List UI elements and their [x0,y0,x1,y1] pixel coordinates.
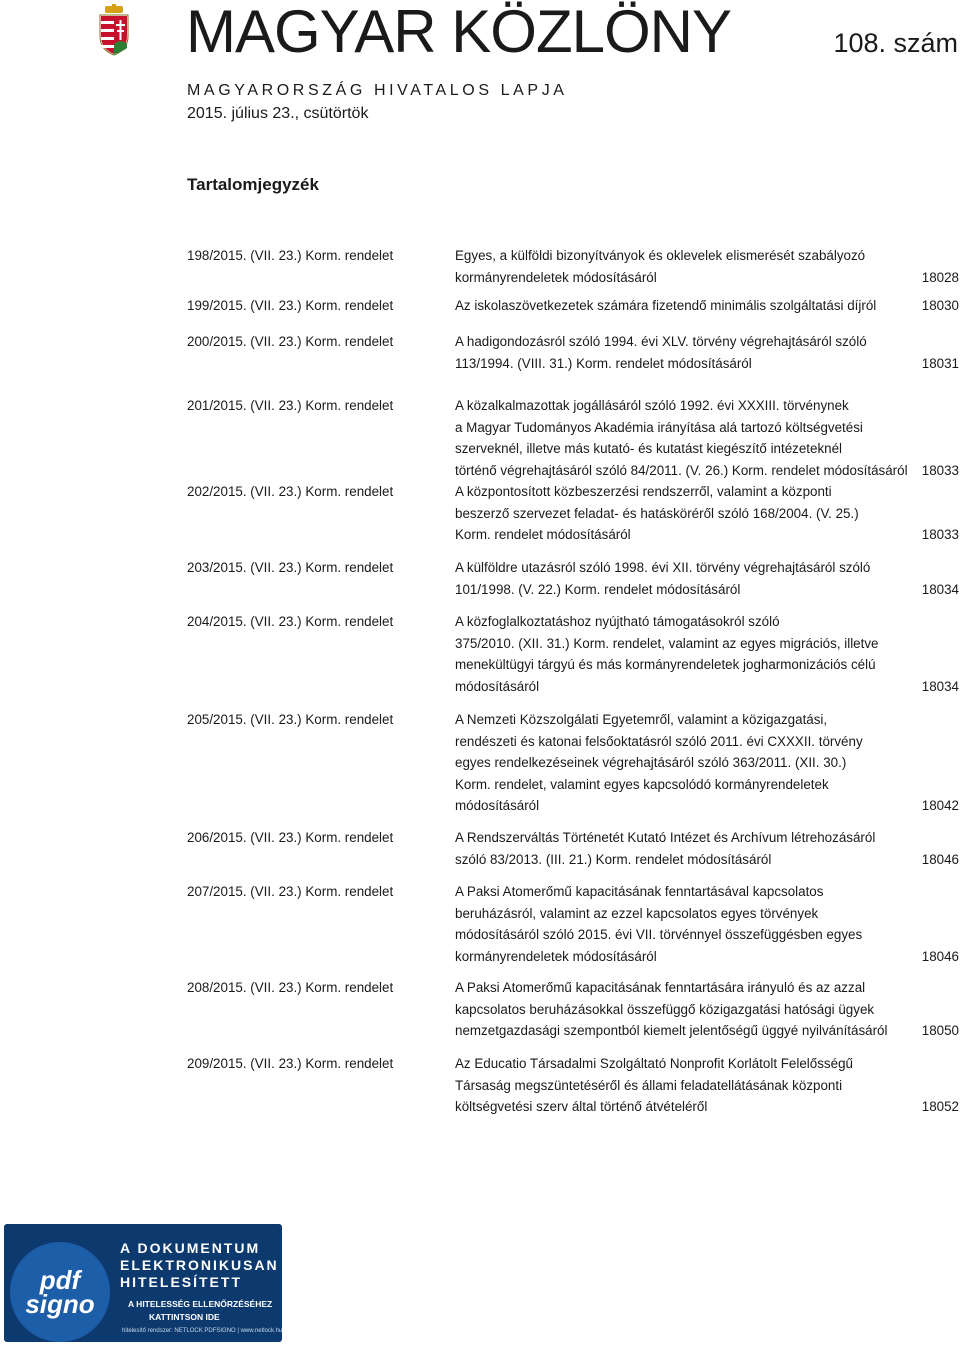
toc-entry-title-line: A Nemzeti Közszolgálati Egyetemről, valamint a közigazgatási, [455,712,828,727]
toc-entry-page: 18052 [921,1099,959,1114]
toc-entry-title [455,881,895,967]
toc-entry-title-line: kapcsolatos beruházásokkal összefüggő közigazgatási hatósági ügyek [455,1001,875,1017]
toc-entry-number: 203/2015. (VII. 23.) Korm. rendelet [187,560,394,575]
toc-entry-title-line: kormányrendeletek módosításáról [455,269,657,285]
toc-entry[interactable] [187,295,959,317]
toc-entry-title-line: költségvetési szerv által történő átvételéről [455,1099,708,1114]
toc-entry-title [455,709,895,817]
toc-entry-title-line: Korm. rendelet módosításáról [455,527,631,542]
toc-entry-page: 18050 [921,1023,959,1038]
toc-entry-title-line: rendészeti és katonai felsőoktatásról szóló 2011. évi CXXXII. törvény [455,733,863,749]
issue-date: 2015. július 23., csütörtök [187,105,369,122]
toc-entry-page: 18033 [921,527,959,542]
toc-entry-title-line: egyes rendelkezéseinek végrehajtásáról szóló 363/2011. (XII. 30.) [455,755,847,770]
toc-entry[interactable] [187,611,959,697]
toc-entry-number: 208/2015. (VII. 23.) Korm. rendelet [187,980,394,995]
journal-title: MAGYAR KÖZLÖNY [186,0,731,65]
toc-entry-title-line: Társaság megszüntetéséről és állami feladatellátásának központi [455,1077,843,1093]
toc-entry-title-line: beszerző szervezet feladat- és hatásköréről szóló 168/2004. (V. 25.) [455,505,859,521]
toc-entry-title [455,295,895,317]
toc-entry[interactable] [187,881,959,967]
toc-entry-title-line: A közalkalmazottak jogállásáról szóló 1992. évi XXXIII. törvénynek [455,398,849,413]
toc-entry-number: 209/2015. (VII. 23.) Korm. rendelet [187,1056,394,1071]
toc-entry-page: 18030 [921,298,959,313]
toc-entry-title-line: A hadigondozásról szóló 1994. évi XLV. törvény végrehajtásáról szóló [455,334,867,349]
journal-subtitle: MAGYARORSZÁG HIVATALOS LAPJA [187,82,568,99]
toc-entry-title [455,481,895,546]
toc-entry-title-line: beruházásról, valamint az ezzel kapcsolatos egyes törvények [455,905,819,921]
toc-entry-title-line: 101/1998. (V. 22.) Korm. rendelet módosításáról [455,581,741,597]
toc-entry-title [455,611,895,697]
toc-entry-number: 205/2015. (VII. 23.) Korm. rendelet [187,712,394,727]
badge-line-1: A DOKUMENTUM [120,1240,261,1256]
toc-entry-title [455,245,895,288]
hungarian-coat-of-arms-icon [97,4,131,56]
badge-click-here-link[interactable]: KATTINTSON IDE [149,1312,220,1322]
toc-entry-title [455,827,895,870]
toc-entry-title-line: módosításáról [455,798,540,813]
toc-entry-title-line: Egyes, a külföldi bizonyítványok és oklevelek elismerését szabályozó [455,248,866,263]
toc-entry-title [455,331,895,374]
toc-entry[interactable] [187,1053,959,1118]
toc-entry-title-line: Korm. rendelet, valamint egyes kapcsolódó kormányrendeletek [455,776,829,792]
toc-entry-page: 18046 [921,851,959,867]
toc-entry[interactable] [187,481,959,546]
toc-entry-number: 204/2015. (VII. 23.) Korm. rendelet [187,614,394,629]
badge-line-3: HITELESÍTETT [120,1274,242,1290]
toc-entry-page: 18034 [921,678,959,694]
toc-entry-title-line: 113/1994. (VIII. 31.) Korm. rendelet módosításáról [455,355,752,371]
toc-entry-page: 18046 [921,948,959,964]
pdfsigno-logo-text: pdf signo [25,1265,95,1319]
toc-entry[interactable] [187,245,959,288]
toc-entry-title-line: A Paksi Atomerőmű kapacitásának fenntartására irányuló és az azzal [455,980,866,995]
toc-entry-title-line: A külföldre utazásról szóló 1998. évi XII. törvény végrehajtásáról szóló [455,560,871,575]
toc-entry-page: 18034 [921,581,959,597]
toc-entry-title-line: kormányrendeletek módosításáról [455,948,657,964]
toc-entry-title-line: nemzetgazdasági szempontból kiemelt jelentőségű üggyé nyilvánításáról [455,1023,888,1038]
toc-entry-title-line: módosításáról [455,678,540,694]
toc-entry-number: 202/2015. (VII. 23.) Korm. rendelet [187,484,394,499]
toc-entry-page: 18033 [921,462,959,478]
badge-footer-text: hitelesítő rendszer: NETLOCK PDFSIGNO | www.netlock.hu [122,1328,282,1334]
toc-entry-title-line: 375/2010. (XII. 31.) Korm. rendelet, valamint az egyes migrációs, illetve [455,635,879,651]
toc-entry-title [455,557,895,600]
toc-entry-title-line: A Rendszerváltás Történetét Kutató Intézet és Archívum létrehozásáról [455,830,876,845]
toc-entry-number: 201/2015. (VII. 23.) Korm. rendelet [187,398,394,413]
toc-entry-page: 18028 [921,269,959,285]
toc-entry-title [455,1053,895,1118]
toc-entry-number: 200/2015. (VII. 23.) Korm. rendelet [187,334,394,349]
toc-entry[interactable] [187,827,959,870]
toc-entry-number: 206/2015. (VII. 23.) Korm. rendelet [187,830,394,845]
toc-entry-page: 18031 [921,355,959,371]
toc-entry[interactable] [187,395,959,481]
toc-entry-title-line: Az Educatio Társadalmi Szolgáltató Nonprofit Korlátolt Felelősségű [455,1056,853,1071]
toc-entry-title-line: Az iskolaszövetkezetek számára fizetendő minimális szolgáltatási díjról [455,298,877,313]
badge-line-2: ELEKTRONIKUSAN [120,1257,279,1273]
toc-entry-title-line: történő végrehajtásáról szóló 84/2011. (V. 26.) Korm. rendelet módosításáról [455,462,908,478]
toc-entry-title-line: A központosított közbeszerzési rendszerről, valamint a központi [455,484,832,499]
toc-entry-title-line: A közfoglalkoztatáshoz nyújtható támogatásokról szóló [455,614,780,629]
pdfsigno-authentication-badge[interactable] [4,1224,282,1342]
toc-entry[interactable] [187,977,959,1042]
badge-verify-text: A HITELESSÉG ELLENŐRZÉSÉHEZ [128,1299,273,1309]
toc-entry-title-line: szóló 83/2013. (III. 21.) Korm. rendelet módosításáról [455,851,772,867]
toc-entry-page: 18042 [921,798,959,813]
toc-entry[interactable] [187,557,959,600]
toc-entry-title-line: menekültügyi tárgyú és más kormányrendeletek jogharmonizációs célú [455,657,876,672]
toc-entry-title-line: szerveknél, illetve más kutató- és kutatást kiegészítő intézeteknél [455,441,843,456]
toc-entry-number: 198/2015. (VII. 23.) Korm. rendelet [187,248,394,263]
toc-entry-title-line: a Magyar Tudományos Akadémia irányítása alá tartozó költségvetési [455,419,863,435]
toc-heading: Tartalomjegyzék [187,175,319,194]
toc-entry-title [455,977,895,1042]
toc-entry-number: 199/2015. (VII. 23.) Korm. rendelet [187,298,394,313]
toc-entry[interactable] [187,331,959,374]
issue-number: 108. szám [833,28,958,58]
toc-entry-title-line: A Paksi Atomerőmű kapacitásának fenntartásával kapcsolatos [455,884,824,899]
toc-entry-title [455,395,908,481]
toc-entry-title-line: módosításáról szóló 2015. évi VII. törvénnyel összefüggésben egyes [455,927,863,942]
toc-entry-number: 207/2015. (VII. 23.) Korm. rendelet [187,884,394,899]
toc-entry[interactable] [187,709,959,817]
